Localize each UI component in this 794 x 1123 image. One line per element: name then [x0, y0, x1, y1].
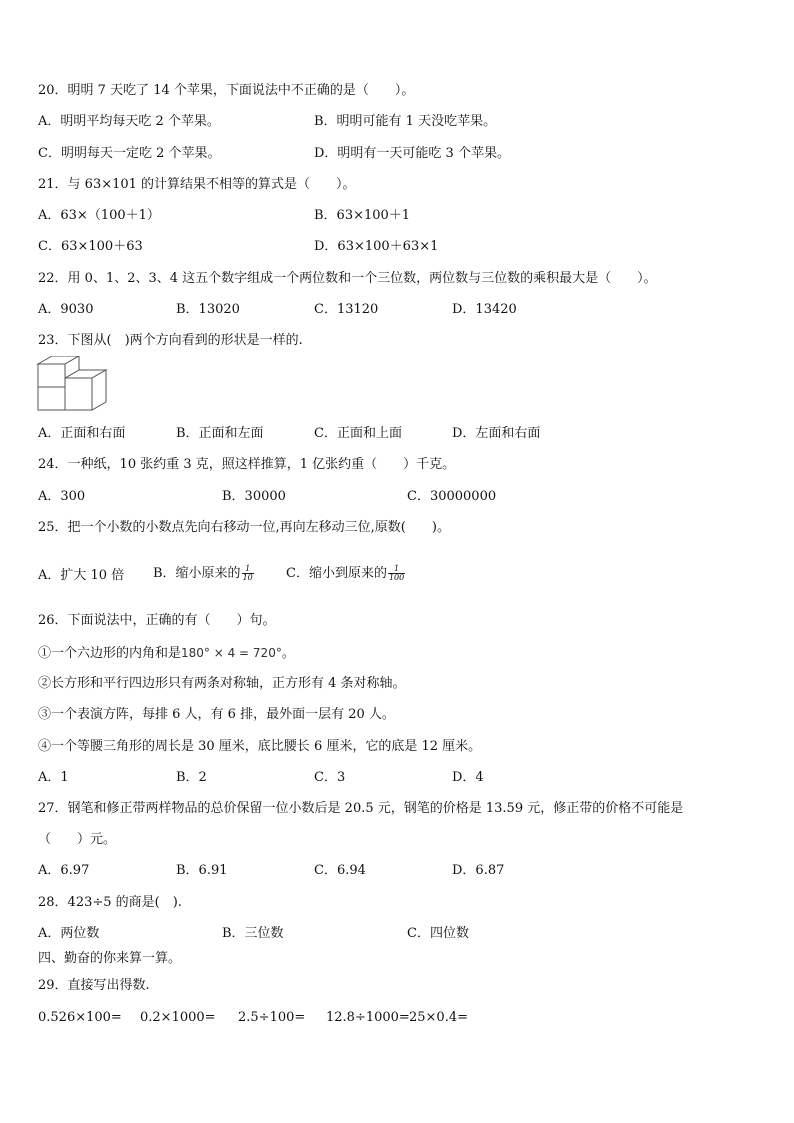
q27-stem-line-1: 27．钢笔和修正带两样物品的总价保留一位小数后是 20.5 元，钢笔的价格是 13.59 元，修正带的价格不可能是	[38, 801, 684, 816]
q25-c-numerator: 1	[388, 565, 405, 574]
q22-option-c: C．13120	[314, 302, 379, 317]
q26-option-b: B．2	[176, 770, 207, 785]
q27-option-c: C．6.94	[314, 863, 366, 878]
q25-b-numerator: 1	[242, 565, 254, 574]
q21-option-a: A．63×（100＋1）	[38, 208, 160, 223]
q25-b-denominator: 10	[242, 573, 253, 582]
q26-statement-2: ②长方形和平行四边形只有两条对称轴，正方形有 4 条对称轴。	[38, 676, 406, 691]
q22-stem: 22．用 0、1、2、3、4 这五个数字组成一个两位数和一个三位数，两位数与三位数的乘积最大是（ ）。	[38, 271, 657, 286]
q24-option-b: B．30000	[222, 489, 286, 504]
q24-option-c: C．30000000	[407, 489, 497, 504]
q21-option-b: B．63×100＋1	[314, 208, 411, 223]
q27-option-a: A．6.97	[38, 863, 90, 878]
q29-item-4: 12.8÷1000=	[326, 1010, 410, 1025]
q26-statement-1	[38, 644, 295, 663]
q26-s1-end: 。	[281, 646, 295, 661]
q21-option-c: C．63×100＋63	[38, 239, 143, 254]
q27-stem-line-2: （ ）元。	[38, 832, 117, 847]
q23-option-d: D．左面和右面	[452, 426, 541, 441]
q20-option-d: D．明明有一天可能吃 3 个苹果。	[314, 146, 510, 161]
q25-option-a: A．扩大 10 倍	[38, 568, 125, 583]
q23-option-a: A．正面和右面	[38, 426, 126, 441]
q29-item-1: 0.526×100=	[38, 1010, 122, 1025]
q29-item-2: 0.2×1000=	[140, 1010, 216, 1025]
q25-option-b	[153, 565, 254, 583]
q27-option-b: B．6.91	[176, 863, 228, 878]
q29-stem: 29．直接写出得数.	[38, 978, 150, 993]
q20-option-a: A．明明平均每天吃 2 个苹果。	[38, 114, 220, 129]
q26-option-c: C．3	[314, 770, 346, 785]
q26-s1-formula: 180° × 4 = 720°	[181, 646, 282, 660]
q23-option-c: C．正面和上面	[314, 426, 402, 441]
q23-stem: 23．下图从( )两个方向看到的形状是一样的.	[38, 333, 303, 348]
q21-stem: 21．与 63×101 的计算结果不相等的算式是（ ）。	[38, 177, 356, 192]
q28-option-a: A．两位数	[38, 926, 100, 941]
q20-stem: 20．明明 7 天吃了 14 个苹果，下面说法中不正确的是（ ）。	[38, 83, 415, 98]
q26-statement-3: ③一个表演方阵，每排 6 人，有 6 排，最外面一层有 20 人。	[38, 707, 395, 722]
section-4-heading: 四、勤奋的你来算一算。	[38, 951, 182, 966]
q20-option-b: B．明明可能有 1 天没吃苹果。	[314, 114, 497, 129]
q25-c-denominator: 100	[388, 573, 405, 582]
q22-option-a: A．9030	[38, 302, 94, 317]
q24-stem: 24．一种纸，10 张约重 3 克，照这样推算，1 亿张约重（ ）千克。	[38, 457, 456, 472]
q25-option-c	[286, 565, 405, 583]
q28-option-c: C．四位数	[407, 926, 469, 941]
q29-item-5: 25×0.4=	[409, 1010, 469, 1025]
q22-option-b: B．13020	[176, 302, 240, 317]
q25-option-c-label: C．缩小到原来的	[286, 566, 387, 581]
q29-item-3: 2.5÷100=	[238, 1010, 306, 1025]
q25-option-c-fraction	[388, 565, 405, 582]
q26-option-a: A．1	[38, 770, 69, 785]
q28-stem: 28．423÷5 的商是( ).	[38, 895, 182, 910]
cube-stack-figure	[36, 356, 110, 418]
q23-option-b: B．正面和左面	[176, 426, 264, 441]
q26-s1-text: ①一个六边形的内角和是	[38, 646, 182, 661]
q22-option-d: D．13420	[452, 302, 517, 317]
q26-statement-4: ④一个等腰三角形的周长是 30 厘米，底比腰长 6 厘米，它的底是 12 厘米。	[38, 739, 482, 754]
q27-option-d: D．6.87	[452, 863, 505, 878]
q25-stem: 25．把一个小数的小数点先向右移动一位,再向左移动三位,原数( )。	[38, 520, 450, 535]
q25-option-b-fraction	[242, 565, 254, 582]
q26-option-d: D．4	[452, 770, 484, 785]
q21-option-d: D．63×100＋63×1	[314, 239, 439, 254]
q26-stem: 26．下面说法中，正确的有（ ）句。	[38, 613, 276, 628]
q28-option-b: B．三位数	[222, 926, 284, 941]
q24-option-a: A．300	[38, 489, 86, 504]
q25-option-b-label: B．缩小原来的	[153, 566, 241, 581]
q20-option-c: C．明明每天一定吃 2 个苹果。	[38, 146, 221, 161]
